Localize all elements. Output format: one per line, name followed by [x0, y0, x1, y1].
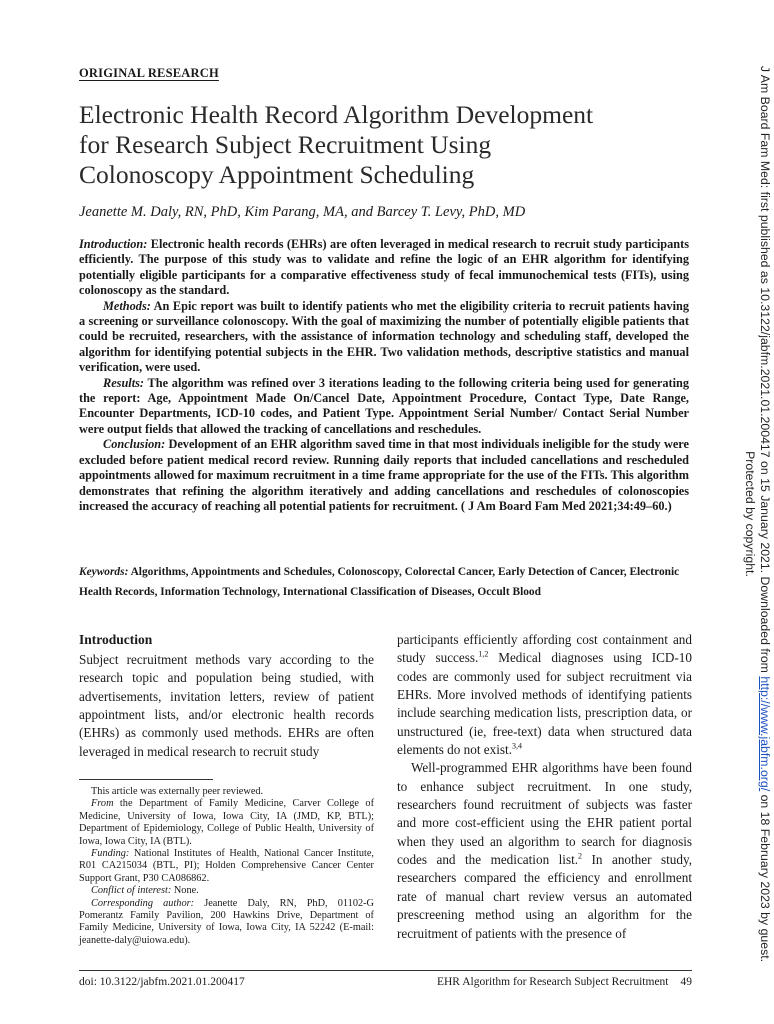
title-line: for Research Subject Recruitment Using: [79, 130, 492, 159]
paragraph-text: participants efficiently affording cost containment and study success.: [397, 632, 692, 666]
footnote-label: Corresponding author:: [91, 897, 195, 909]
keywords: [79, 562, 689, 602]
running-title: EHR Algorithm for Research Subject Recruitment: [436, 976, 669, 988]
footnote-label: Conflict of interest:: [91, 885, 172, 897]
footnote-text: Jeanette Daly, RN, PhD, 01102-G Pomerantz Family Pavilion, 200 Hawkins Drive, Department of Family Medicine, University of Iowa, Iowa City, IA 52242 (E-mail: jeanette-daly@uiowa.edu).: [79, 897, 374, 946]
footnote-conflict: [79, 885, 374, 897]
paragraph-text: In another study, researchers compared the efficiency and enrollment rate of manual chart review versus an automated prescreening method using an algorithm for the recruitment of patients with the presence of: [397, 852, 692, 941]
side-note-part: J Am Board Fam Med: first published as 10.3122/jabfm.2021.01.200417 on 15 January 2021. Downloaded from: [758, 65, 772, 677]
left-column: [79, 631, 374, 761]
citation-ref: 3,4: [512, 741, 523, 751]
side-note-part: on 18 February 2023 by guest. Protected by copyright.: [743, 451, 772, 963]
page-number: 49: [680, 976, 692, 988]
footnote-review: This article was externally peer reviewed.: [91, 786, 264, 797]
abstract-methods-text: An Epic report was built to identify patients who met the eligibility criteria to recruit patients having a screening or surveillance colonoscopy. With the goal of maximizing the number of potentially eligible patients that could be recruited, researchers, with the assistance of information technology and scheduling staff, developed the algorithm for identifying potential subjects in the EHR. Two validation methods, descriptive statistics and manual verification, were used.: [79, 298, 689, 375]
authors: Jeanette M. Daly, RN, PhD, Kim Parang, MA, and Barcey T. Levy, PhD, MD: [79, 204, 526, 220]
footer-doi: doi: 10.3122/jabfm.2021.01.200417: [79, 976, 245, 988]
abstract-methods-label: Methods:: [103, 298, 151, 313]
introduction-heading: Introduction: [79, 632, 153, 647]
right-column-paragraph-2: [397, 759, 692, 942]
footnote-label: Funding:: [91, 848, 130, 860]
abstract: [79, 237, 689, 514]
abstract-conclusion-text: Development of an EHR algorithm saved time in that most individuals ineligible for the study were excluded before patient medical record review. Running daily reports that included cancellations and rescheduled appointments allowed for maximum recruitment in a time frame appropriate for the use of the FITs. This algorithm demonstrates that refining the algorithm iteratively and adding cancellations and reschedules of colonoscopies increased the accuracy of reaching all potential patients for recruitment. ( J Am Board Fam Med 2021;34:49–60.): [79, 437, 689, 513]
section-label: ORIGINAL RESEARCH: [79, 66, 219, 80]
left-column-paragraph: Subject recruitment methods vary according to the research topic and population being studied, with advertisements, invitation letters, review of patient appointment lists, and/or electronic health records (EHRs) as commonly used methods. EHRs are often leveraged in medical research to recruit study: [79, 652, 374, 759]
keywords-label: Keywords:: [79, 566, 129, 578]
footnote-corresponding: [79, 898, 374, 948]
abstract-results-text: The algorithm was refined over 3 iterations leading to the following criteria being used for generating the report: Age, Appointment Made On/Cancel Date, Appointment Procedure, Contact Type, Date Range, Encounter Departments, ICD-10 codes, and Patient Type. Appointment Serial Number/ Contact Serial Number were output fields that allowed the tracking of cancellations and reschedules.: [79, 375, 689, 436]
side-note-text: [742, 44, 772, 984]
footer-running-title: [406, 976, 692, 988]
footnote-label: From: [91, 798, 114, 810]
citation-ref: 2: [578, 851, 583, 861]
footnote-funding: [79, 848, 374, 885]
footnote-text: None.: [171, 885, 199, 897]
footnote-text: the Department of Family Medicine, Carver College of Medicine, University of Iowa, Iowa City, IA (JMD, KP, BTL); Department of Epidemiology, College of Public Health, University of Iowa, Iowa City, IA (BTL).: [79, 798, 374, 847]
abstract-introduction: [79, 237, 689, 299]
footnote-divider: [79, 779, 213, 780]
journal-link[interactable]: http://www.jabfm.org/: [758, 676, 772, 792]
title-line: Colonoscopy Appointment Scheduling: [79, 160, 475, 189]
abstract-introduction-text: Electronic health records (EHRs) are often leveraged in medical research to recruit study participants efficiently. The purpose of this study was to validate and refine the logic of an EHR algorithm for identifying potentially eligible participants for a comparative effectiveness study of fecal immunochemical tests (FITs), using colonoscopy as the standard.: [79, 237, 689, 298]
side-copyright-note: [714, 44, 774, 984]
abstract-results: [79, 376, 689, 438]
right-column: [397, 631, 692, 943]
footnote-text: National Institutes of Health, National Cancer Institute, R01 CA215034 (BTL, PI); Holden Comprehensive Cancer Center Support Grant, P30 CA086862.: [79, 848, 374, 884]
citation-ref: 1,2: [478, 649, 489, 659]
abstract-introduction-label: Introduction:: [79, 237, 148, 251]
keywords-text: Algorithms, Appointments and Schedules, Colonoscopy, Colorectal Cancer, Early Detection of Cancer, Electronic Health Records, Information Technology, International Classification of Diseases, Occult Blood: [79, 566, 680, 598]
footer-divider: [79, 970, 692, 971]
abstract-conclusion-label: Conclusion:: [103, 437, 166, 452]
paragraph-text: Medical diagnoses using ICD-10 codes are commonly used for subject recruitment via EHRs. More involved methods of identifying patients include searching medication lists, prescription data, or unstructured (ie, free-text) data when structured data elements do not exist.: [397, 650, 692, 758]
footnotes: [79, 786, 374, 947]
title-line: Electronic Health Record Algorithm Development: [79, 100, 594, 129]
footnote-affiliation: [79, 798, 374, 848]
article-title: [79, 100, 719, 190]
abstract-methods: [79, 299, 689, 376]
right-column-paragraph-1: [397, 631, 692, 759]
abstract-results-label: Results:: [103, 375, 144, 390]
abstract-conclusion: [79, 437, 689, 514]
paragraph-text: Well-programmed EHR algorithms have been found to enhance subject recruitment. In one study, researchers found recruitment of subjects was faster and more cost-efficient using the EHR patient portal when they used an algorithm to search for diagnosis codes and the medication list.: [397, 760, 692, 868]
